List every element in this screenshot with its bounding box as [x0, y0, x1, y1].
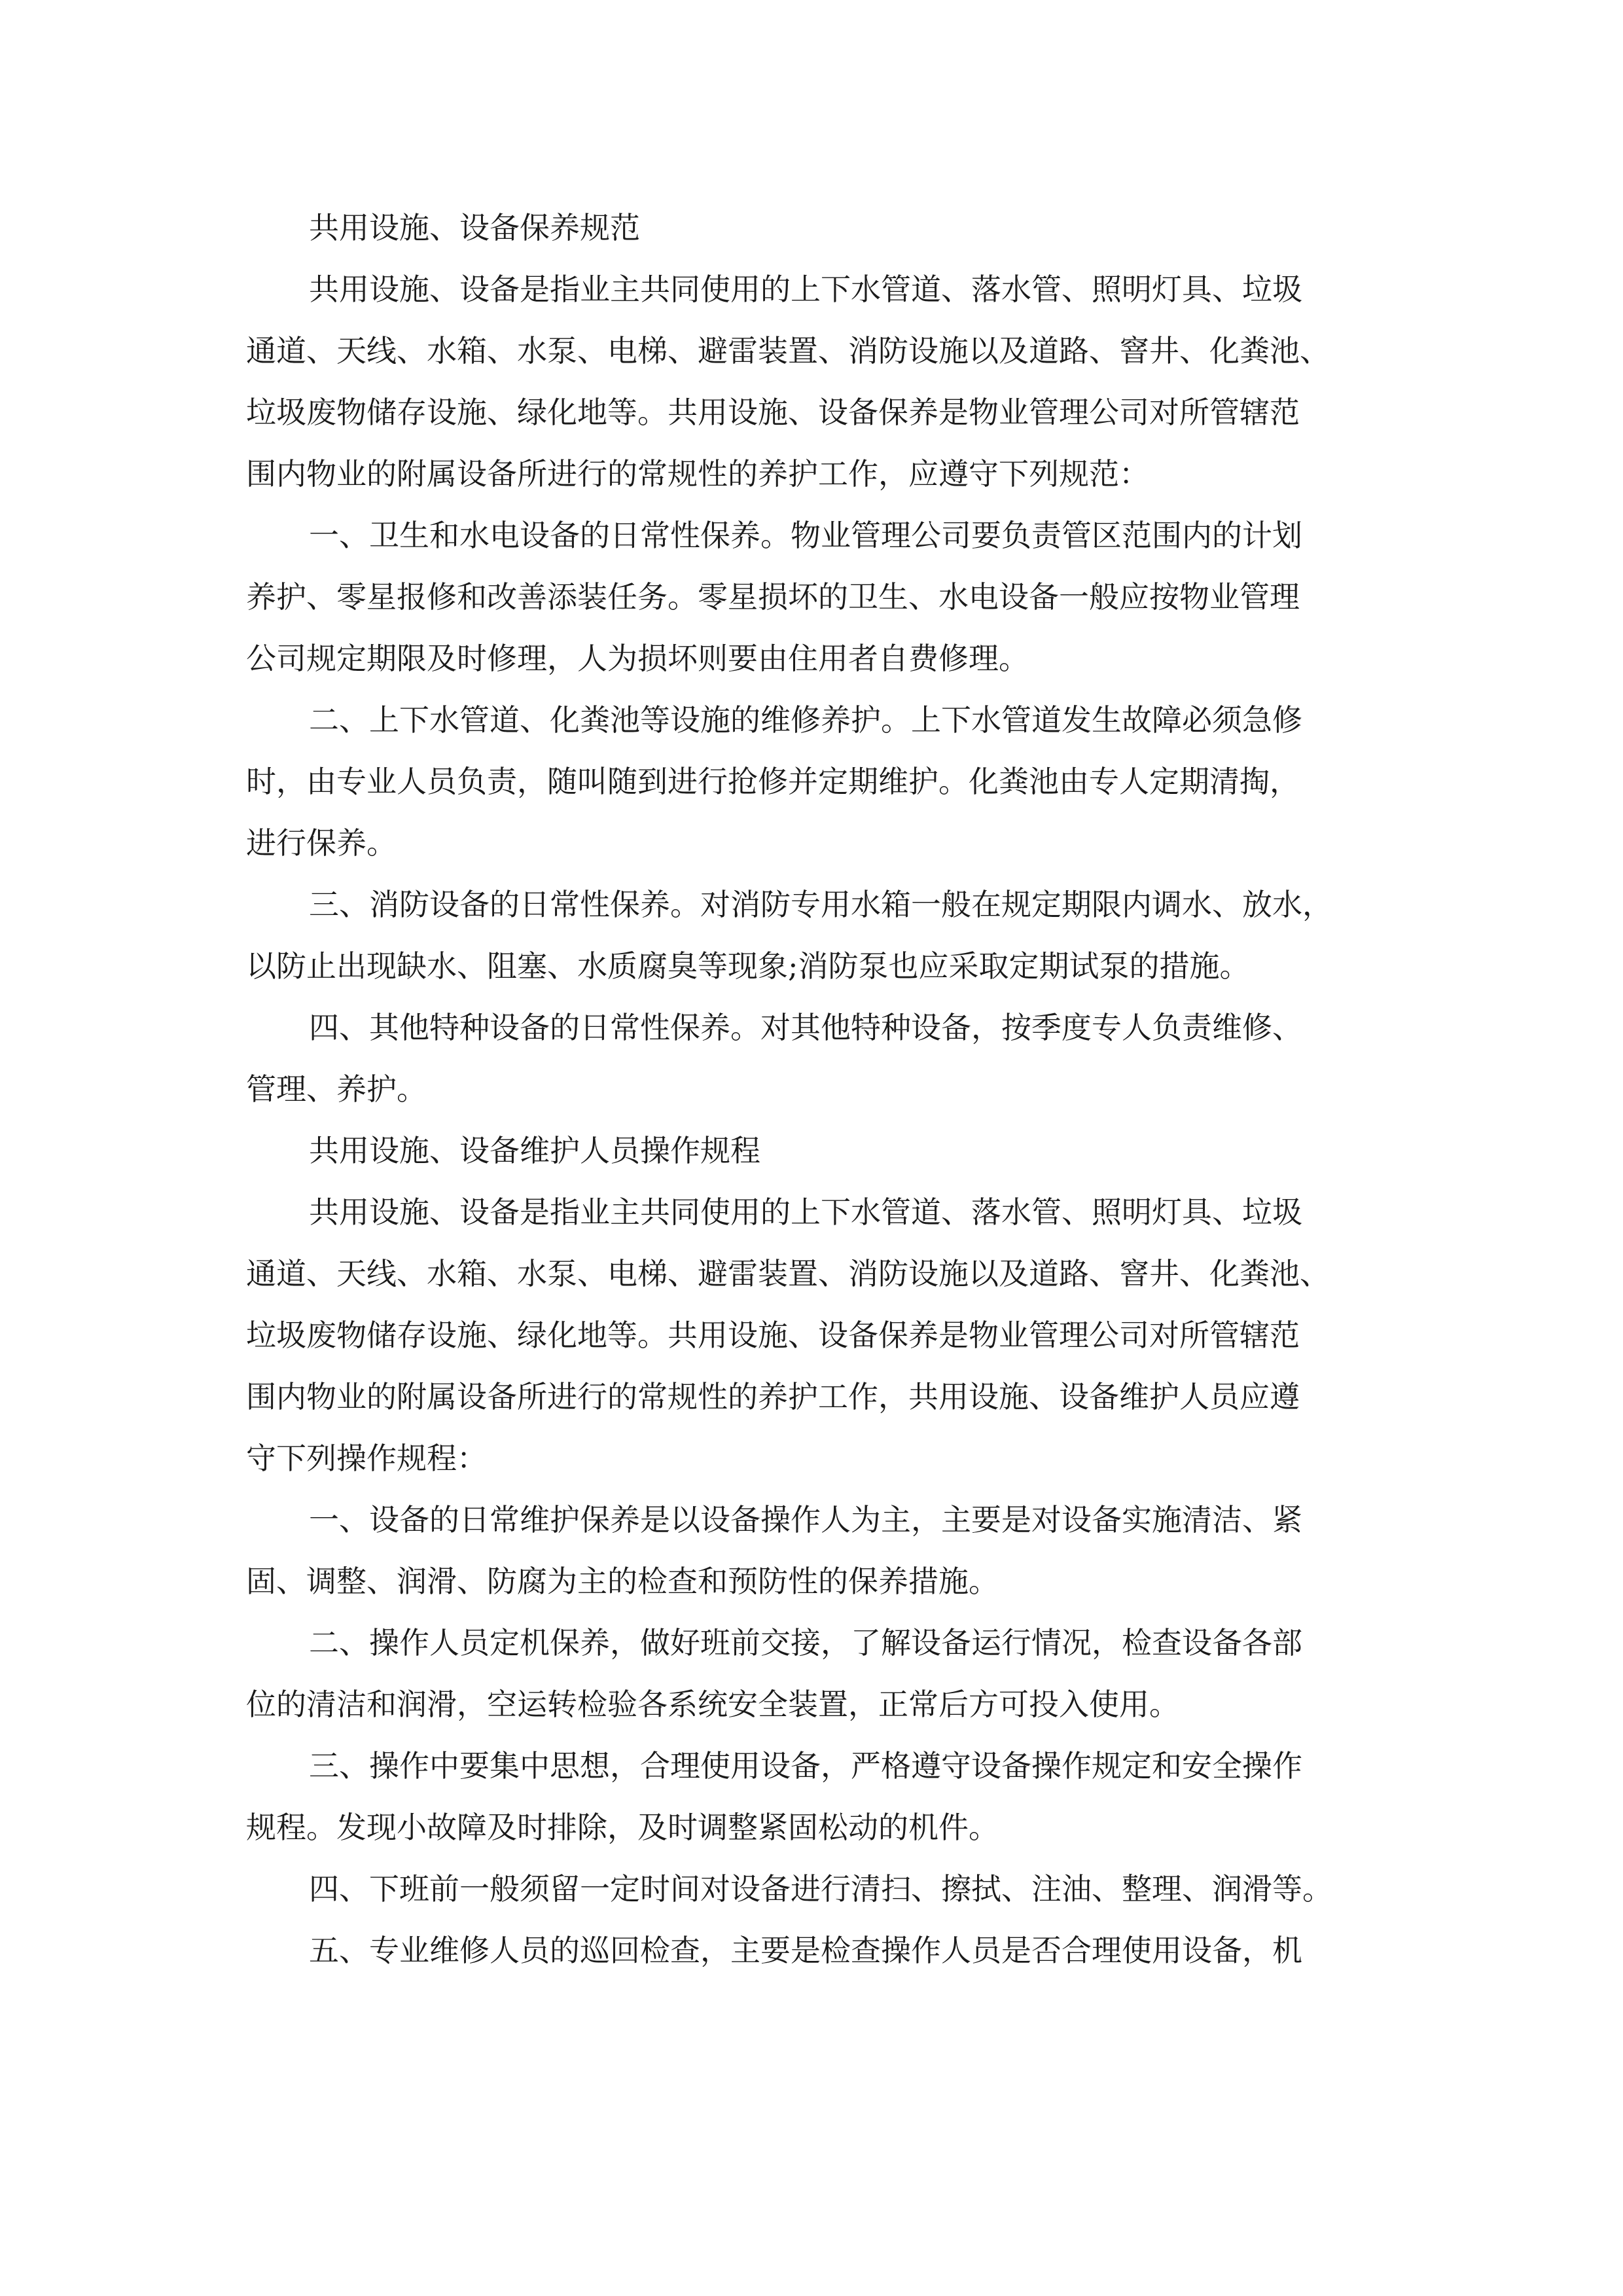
paragraph-line: 养护、零星报修和改善添装任务。零星损坏的卫生、水电设备一般应按物业管理	[246, 579, 1300, 615]
paragraph-line: 规程。发现小故障及时排除，及时调整紧固松动的机件。	[246, 1810, 999, 1845]
paragraph-line: 公司规定期限及时修理，人为损坏则要由住用者自费修理。	[246, 641, 1029, 676]
paragraph-line: 管理、养护。	[246, 1071, 427, 1107]
paragraph-line: 二、操作人员定机保养，做好班前交接，了解设备运行情况，检查设备各部	[309, 1625, 1302, 1660]
paragraph-line: 围内物业的附属设备所进行的常规性的养护工作，应遵守下列规范：	[246, 456, 1149, 492]
paragraph-line: 四、下班前一般须留一定时间对设备进行清扫、擦拭、注油、整理、润滑等。	[309, 1871, 1332, 1907]
paragraph-line: 以防止出现缺水、阻塞、水质腐臭等现象;消防泵也应采取定期试泵的措施。	[246, 948, 1250, 984]
paragraph-line: 守下列操作规程：	[246, 1441, 487, 1476]
paragraph-line: 通道、天线、水箱、水泵、电梯、避雷装置、消防设施以及道路、窨井、化粪池、	[246, 333, 1330, 368]
paragraph-line: 固、调整、润滑、防腐为主的检查和预防性的保养措施。	[246, 1564, 999, 1599]
paragraph-line: 四、其他特种设备的日常性保养。对其他特种设备，按季度专人负责维修、	[309, 1010, 1302, 1045]
paragraph-line: 三、操作中要集中思想，合理使用设备，严格遵守设备操作规定和安全操作	[309, 1748, 1302, 1784]
paragraph-line: 进行保养。	[246, 825, 397, 861]
paragraph-line: 共用设施、设备是指业主共同使用的上下水管道、落水管、照明灯具、垃圾	[309, 272, 1302, 307]
section-heading-operating-procedures: 共用设施、设备维护人员操作规程	[309, 1133, 760, 1168]
paragraph-line: 二、上下水管道、化粪池等设施的维修养护。上下水管道发生故障必须急修	[309, 702, 1302, 738]
paragraph-line: 五、专业维修人员的巡回检查，主要是检查操作人员是否合理使用设备，机	[309, 1933, 1302, 1968]
paragraph-line: 一、卫生和水电设备的日常性保养。物业管理公司要负责管区范围内的计划	[309, 518, 1302, 553]
paragraph-line: 一、设备的日常维护保养是以设备操作人为主，主要是对设备实施清洁、紧	[309, 1502, 1302, 1537]
paragraph-line: 时，由专业人员负责，随叫随到进行抢修并定期维护。化粪池由专人定期清掏，	[246, 764, 1300, 799]
paragraph-line: 三、消防设备的日常性保养。对消防专用水箱一般在规定期限内调水、放水，	[309, 887, 1332, 922]
paragraph-line: 通道、天线、水箱、水泵、电梯、避雷装置、消防设施以及道路、窨井、化粪池、	[246, 1256, 1330, 1291]
paragraph-line: 围内物业的附属设备所进行的常规性的养护工作，共用设施、设备维护人员应遵	[246, 1379, 1300, 1414]
paragraph-line: 垃圾废物储存设施、绿化地等。共用设施、设备保养是物业管理公司对所管辖范	[246, 1318, 1300, 1353]
paragraph-line: 垃圾废物储存设施、绿化地等。共用设施、设备保养是物业管理公司对所管辖范	[246, 395, 1300, 430]
paragraph-line: 位的清洁和润滑，空运转检验各系统安全装置，正常后方可投入使用。	[246, 1687, 1179, 1722]
section-heading-maintenance-standards: 共用设施、设备保养规范	[309, 210, 640, 245]
paragraph-line: 共用设施、设备是指业主共同使用的上下水管道、落水管、照明灯具、垃圾	[309, 1194, 1302, 1230]
